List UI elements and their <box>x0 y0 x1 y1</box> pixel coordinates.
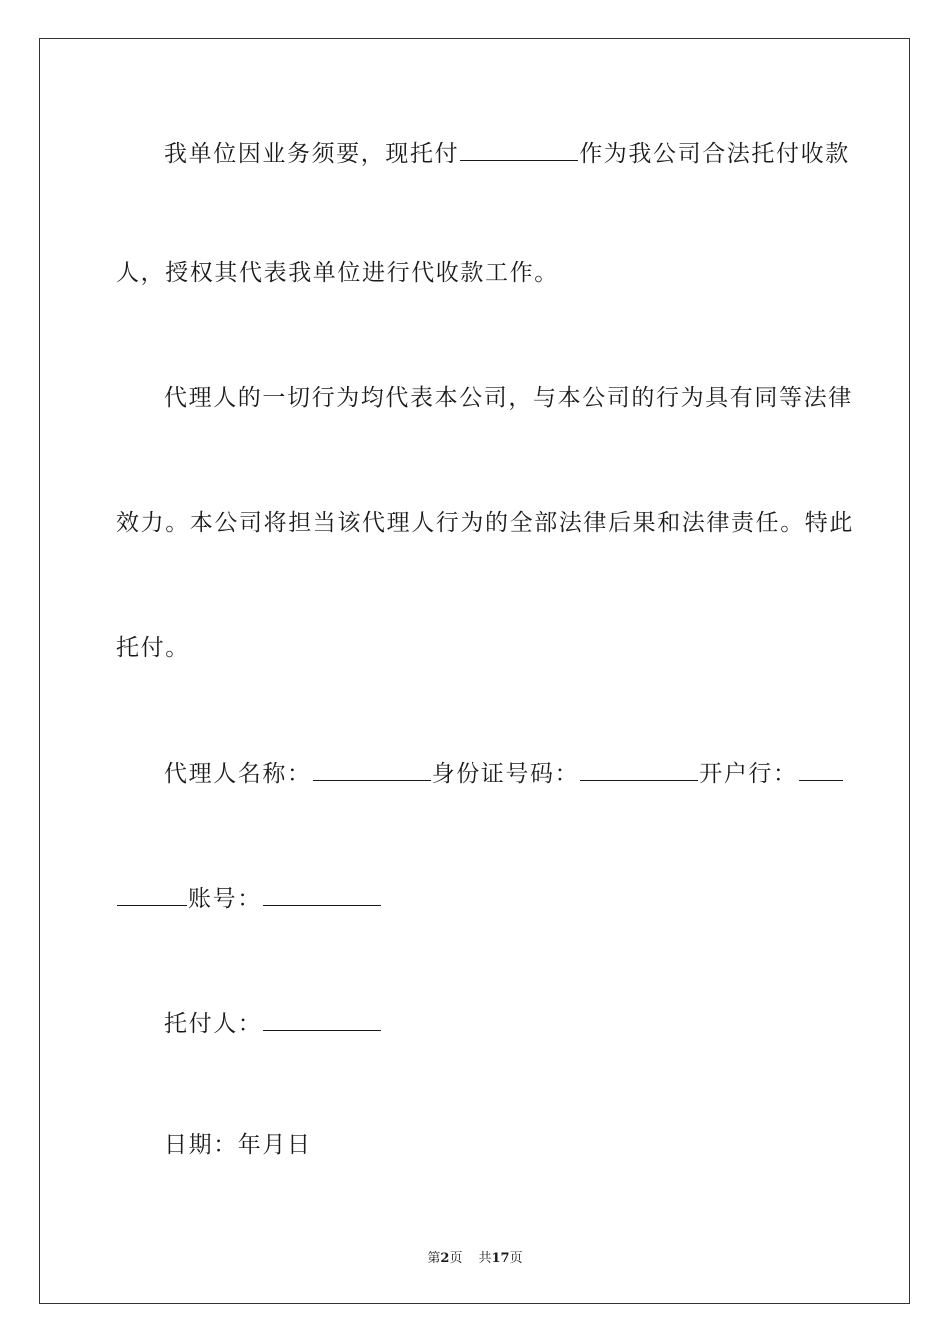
principal-label: 托付人： <box>164 1011 263 1037</box>
fields-line-1 <box>164 758 884 789</box>
principal-line <box>164 1008 884 1039</box>
total-pages: 17 <box>491 1251 510 1266</box>
paragraph-2-line-3: 托付。 <box>116 635 190 661</box>
agent-name-blank[interactable] <box>313 758 431 781</box>
page-suffix: 页 <box>449 1251 463 1266</box>
paragraph-2-line-1: 代理人的一切行为均代表本公司，与本公司的行为具有同等法律 <box>164 385 853 411</box>
trustee-blank[interactable] <box>460 138 578 161</box>
id-number-blank[interactable] <box>580 758 698 781</box>
page-prefix: 第 <box>427 1251 441 1266</box>
bank-blank-start[interactable] <box>799 758 843 781</box>
account-blank[interactable] <box>263 883 381 906</box>
paragraph-1-line-2: 人，授权其代表我单位进行代收款工作。 <box>116 260 559 286</box>
page-number: 2 <box>440 1251 450 1266</box>
fields-line-2 <box>116 883 836 914</box>
id-number-label: 身份证号码： <box>431 761 580 787</box>
paragraph-1-line-1 <box>164 138 884 169</box>
agent-name-label: 代理人名称： <box>164 761 312 787</box>
paragraph-1-text-start: 我单位因业务须要，现托付 <box>164 141 460 167</box>
page-frame <box>39 38 910 1304</box>
date-line: 日期：年月日 <box>164 1132 312 1158</box>
principal-blank[interactable] <box>263 1008 381 1031</box>
total-prefix: 共 <box>478 1251 492 1266</box>
paragraph-2-line-2: 效力。本公司将担当该代理人行为的全部法律后果和法律责任。特此 <box>116 510 854 536</box>
account-label: 账号： <box>188 886 262 912</box>
paragraph-1-text-end: 作为我公司合法托付收款 <box>579 141 850 167</box>
bank-label: 开户行： <box>699 761 798 787</box>
bank-blank-end[interactable] <box>117 883 187 906</box>
total-suffix: 页 <box>509 1251 523 1266</box>
page-footer <box>0 1247 950 1266</box>
